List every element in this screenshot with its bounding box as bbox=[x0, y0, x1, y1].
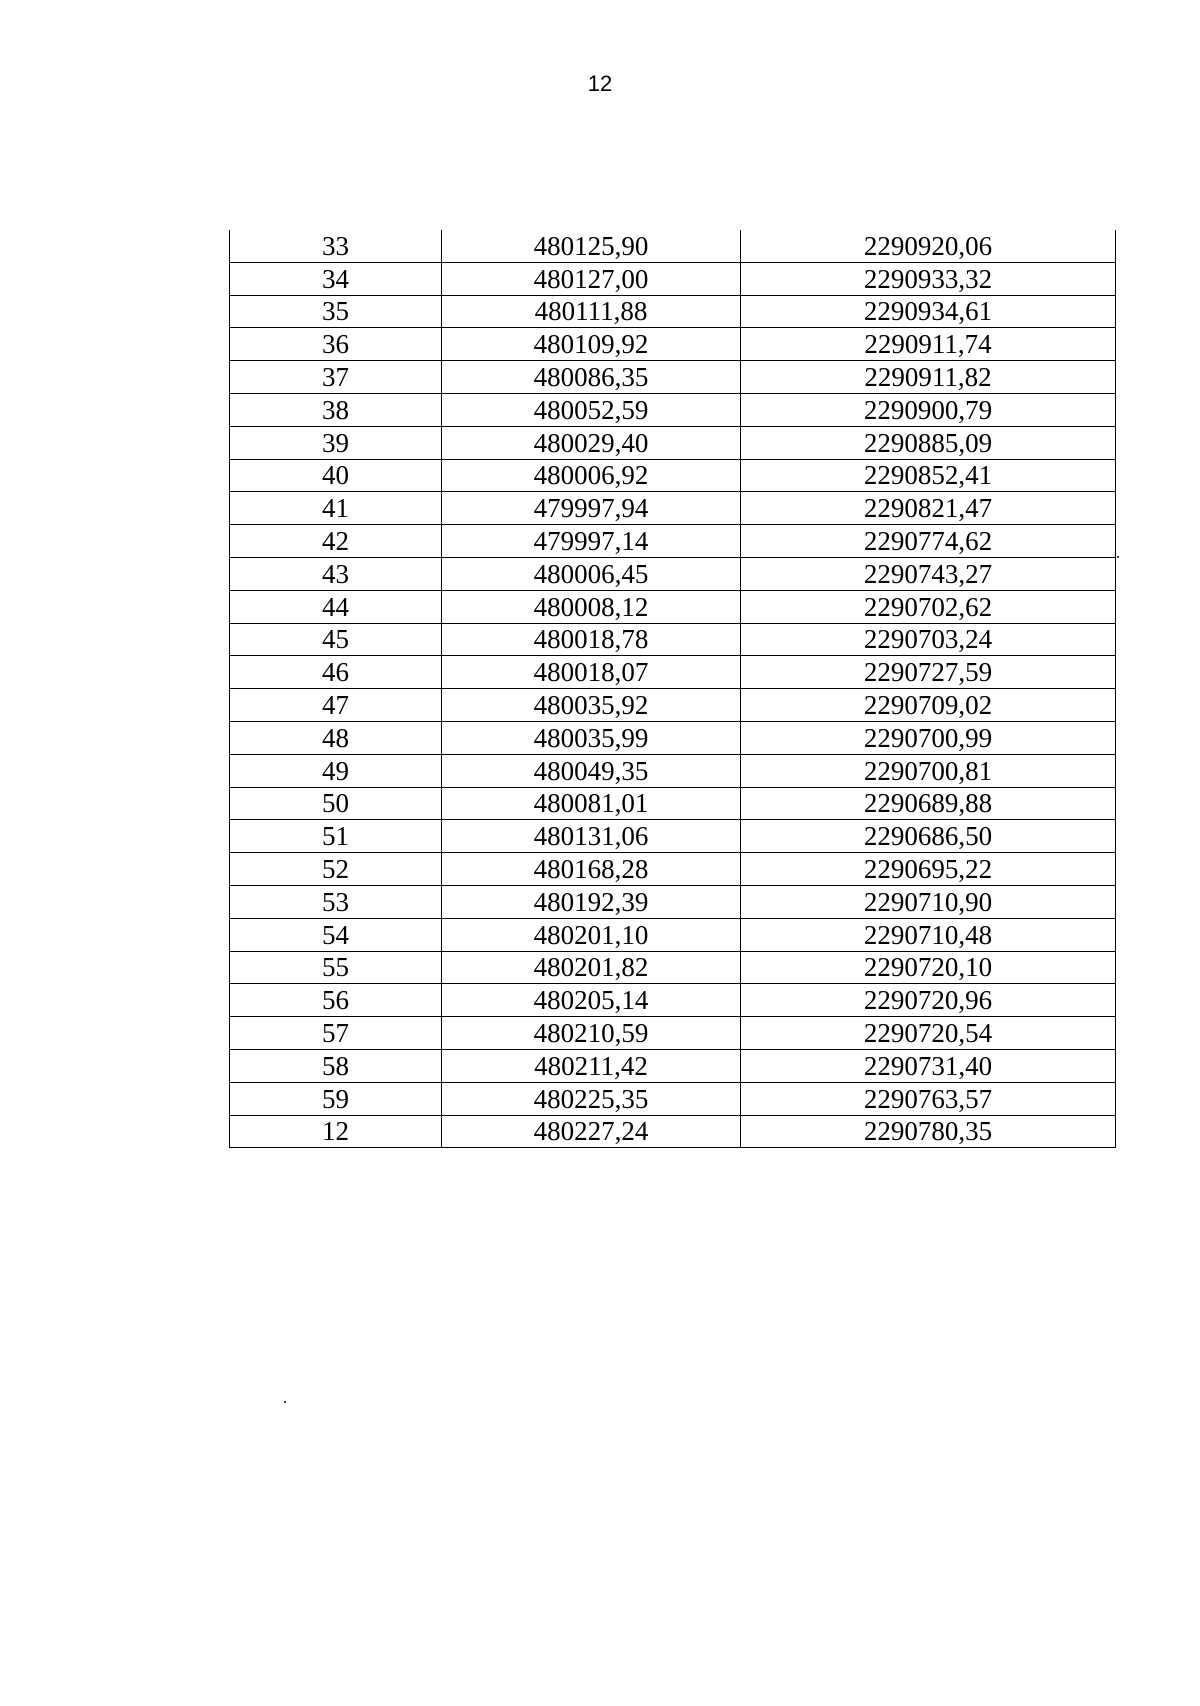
x-coordinate-cell: 480205,14 bbox=[442, 984, 741, 1017]
point-number-cell: 50 bbox=[230, 787, 442, 820]
stray-mark bbox=[1117, 556, 1119, 558]
point-number-cell: 35 bbox=[230, 295, 442, 328]
x-coordinate-cell: 479997,94 bbox=[442, 492, 741, 525]
x-coordinate-cell: 480008,12 bbox=[442, 590, 741, 623]
table-row bbox=[230, 361, 1116, 394]
x-coordinate-cell: 480086,35 bbox=[442, 361, 741, 394]
y-coordinate-cell: 2290934,61 bbox=[741, 295, 1116, 328]
point-number-cell: 33 bbox=[230, 230, 442, 262]
x-coordinate-cell: 480131,06 bbox=[442, 820, 741, 853]
table-row bbox=[230, 426, 1116, 459]
point-number-cell: 38 bbox=[230, 393, 442, 426]
point-number-cell: 41 bbox=[230, 492, 442, 525]
point-number-cell: 12 bbox=[230, 1115, 442, 1148]
table-row bbox=[230, 754, 1116, 787]
x-coordinate-cell: 480049,35 bbox=[442, 754, 741, 787]
table-row bbox=[230, 1049, 1116, 1082]
table-row bbox=[230, 787, 1116, 820]
table-row bbox=[230, 525, 1116, 558]
table-row bbox=[230, 459, 1116, 492]
table-row bbox=[230, 853, 1116, 886]
x-coordinate-cell: 479997,14 bbox=[442, 525, 741, 558]
y-coordinate-cell: 2290900,79 bbox=[741, 393, 1116, 426]
x-coordinate-cell: 480018,78 bbox=[442, 623, 741, 656]
table-row bbox=[230, 623, 1116, 656]
x-coordinate-cell: 480168,28 bbox=[442, 853, 741, 886]
y-coordinate-cell: 2290695,22 bbox=[741, 853, 1116, 886]
y-coordinate-cell: 2290763,57 bbox=[741, 1082, 1116, 1115]
x-coordinate-cell: 480225,35 bbox=[442, 1082, 741, 1115]
y-coordinate-cell: 2290731,40 bbox=[741, 1049, 1116, 1082]
y-coordinate-cell: 2290700,81 bbox=[741, 754, 1116, 787]
x-coordinate-cell: 480052,59 bbox=[442, 393, 741, 426]
y-coordinate-cell: 2290911,74 bbox=[741, 328, 1116, 361]
point-number-cell: 39 bbox=[230, 426, 442, 459]
table-row bbox=[230, 984, 1116, 1017]
x-coordinate-cell: 480210,59 bbox=[442, 1017, 741, 1050]
x-coordinate-cell: 480125,90 bbox=[442, 230, 741, 262]
point-number-cell: 54 bbox=[230, 918, 442, 951]
x-coordinate-cell: 480227,24 bbox=[442, 1115, 741, 1148]
table-row bbox=[230, 393, 1116, 426]
table-row bbox=[230, 590, 1116, 623]
x-coordinate-cell: 480192,39 bbox=[442, 885, 741, 918]
table-row bbox=[230, 656, 1116, 689]
y-coordinate-cell: 2290700,99 bbox=[741, 721, 1116, 754]
table-row bbox=[230, 951, 1116, 984]
table-row bbox=[230, 1115, 1116, 1148]
x-coordinate-cell: 480201,82 bbox=[442, 951, 741, 984]
point-number-cell: 34 bbox=[230, 262, 442, 295]
point-number-cell: 58 bbox=[230, 1049, 442, 1082]
x-coordinate-cell: 480006,45 bbox=[442, 557, 741, 590]
table-row bbox=[230, 1017, 1116, 1050]
x-coordinate-cell: 480111,88 bbox=[442, 295, 741, 328]
y-coordinate-cell: 2290710,48 bbox=[741, 918, 1116, 951]
y-coordinate-cell: 2290689,88 bbox=[741, 787, 1116, 820]
x-coordinate-cell: 480081,01 bbox=[442, 787, 741, 820]
point-number-cell: 56 bbox=[230, 984, 442, 1017]
table-row bbox=[230, 328, 1116, 361]
y-coordinate-cell: 2290709,02 bbox=[741, 689, 1116, 722]
point-number-cell: 53 bbox=[230, 885, 442, 918]
y-coordinate-cell: 2290821,47 bbox=[741, 492, 1116, 525]
table-row bbox=[230, 885, 1116, 918]
point-number-cell: 59 bbox=[230, 1082, 442, 1115]
y-coordinate-cell: 2290727,59 bbox=[741, 656, 1116, 689]
table-row bbox=[230, 557, 1116, 590]
y-coordinate-cell: 2290885,09 bbox=[741, 426, 1116, 459]
point-number-cell: 51 bbox=[230, 820, 442, 853]
table-row bbox=[230, 492, 1116, 525]
x-coordinate-cell: 480018,07 bbox=[442, 656, 741, 689]
y-coordinate-cell: 2290780,35 bbox=[741, 1115, 1116, 1148]
point-number-cell: 47 bbox=[230, 689, 442, 722]
table-row bbox=[230, 230, 1116, 262]
x-coordinate-cell: 480201,10 bbox=[442, 918, 741, 951]
point-number-cell: 36 bbox=[230, 328, 442, 361]
point-number-cell: 49 bbox=[230, 754, 442, 787]
y-coordinate-cell: 2290702,62 bbox=[741, 590, 1116, 623]
stray-mark bbox=[284, 1401, 286, 1403]
y-coordinate-cell: 2290852,41 bbox=[741, 459, 1116, 492]
table-row bbox=[230, 689, 1116, 722]
x-coordinate-cell: 480211,42 bbox=[442, 1049, 741, 1082]
table-row bbox=[230, 262, 1116, 295]
point-number-cell: 57 bbox=[230, 1017, 442, 1050]
coordinates-table-body bbox=[230, 230, 1116, 1148]
table-row bbox=[230, 295, 1116, 328]
y-coordinate-cell: 2290720,96 bbox=[741, 984, 1116, 1017]
x-coordinate-cell: 480029,40 bbox=[442, 426, 741, 459]
y-coordinate-cell: 2290710,90 bbox=[741, 885, 1116, 918]
x-coordinate-cell: 480035,99 bbox=[442, 721, 741, 754]
point-number-cell: 42 bbox=[230, 525, 442, 558]
y-coordinate-cell: 2290720,54 bbox=[741, 1017, 1116, 1050]
x-coordinate-cell: 480127,00 bbox=[442, 262, 741, 295]
point-number-cell: 52 bbox=[230, 853, 442, 886]
table-row bbox=[230, 721, 1116, 754]
y-coordinate-cell: 2290703,24 bbox=[741, 623, 1116, 656]
y-coordinate-cell: 2290911,82 bbox=[741, 361, 1116, 394]
table-row bbox=[230, 820, 1116, 853]
point-number-cell: 55 bbox=[230, 951, 442, 984]
point-number-cell: 43 bbox=[230, 557, 442, 590]
page-number: 12 bbox=[587, 71, 613, 96]
point-number-cell: 37 bbox=[230, 361, 442, 394]
y-coordinate-cell: 2290720,10 bbox=[741, 951, 1116, 984]
y-coordinate-cell: 2290774,62 bbox=[741, 525, 1116, 558]
table-row bbox=[230, 1082, 1116, 1115]
x-coordinate-cell: 480035,92 bbox=[442, 689, 741, 722]
point-number-cell: 45 bbox=[230, 623, 442, 656]
point-number-cell: 46 bbox=[230, 656, 442, 689]
y-coordinate-cell: 2290686,50 bbox=[741, 820, 1116, 853]
point-number-cell: 40 bbox=[230, 459, 442, 492]
point-number-cell: 48 bbox=[230, 721, 442, 754]
table-row bbox=[230, 918, 1116, 951]
y-coordinate-cell: 2290920,06 bbox=[741, 230, 1116, 262]
coordinates-table bbox=[229, 230, 1116, 1148]
x-coordinate-cell: 480006,92 bbox=[442, 459, 741, 492]
y-coordinate-cell: 2290743,27 bbox=[741, 557, 1116, 590]
y-coordinate-cell: 2290933,32 bbox=[741, 262, 1116, 295]
x-coordinate-cell: 480109,92 bbox=[442, 328, 741, 361]
point-number-cell: 44 bbox=[230, 590, 442, 623]
